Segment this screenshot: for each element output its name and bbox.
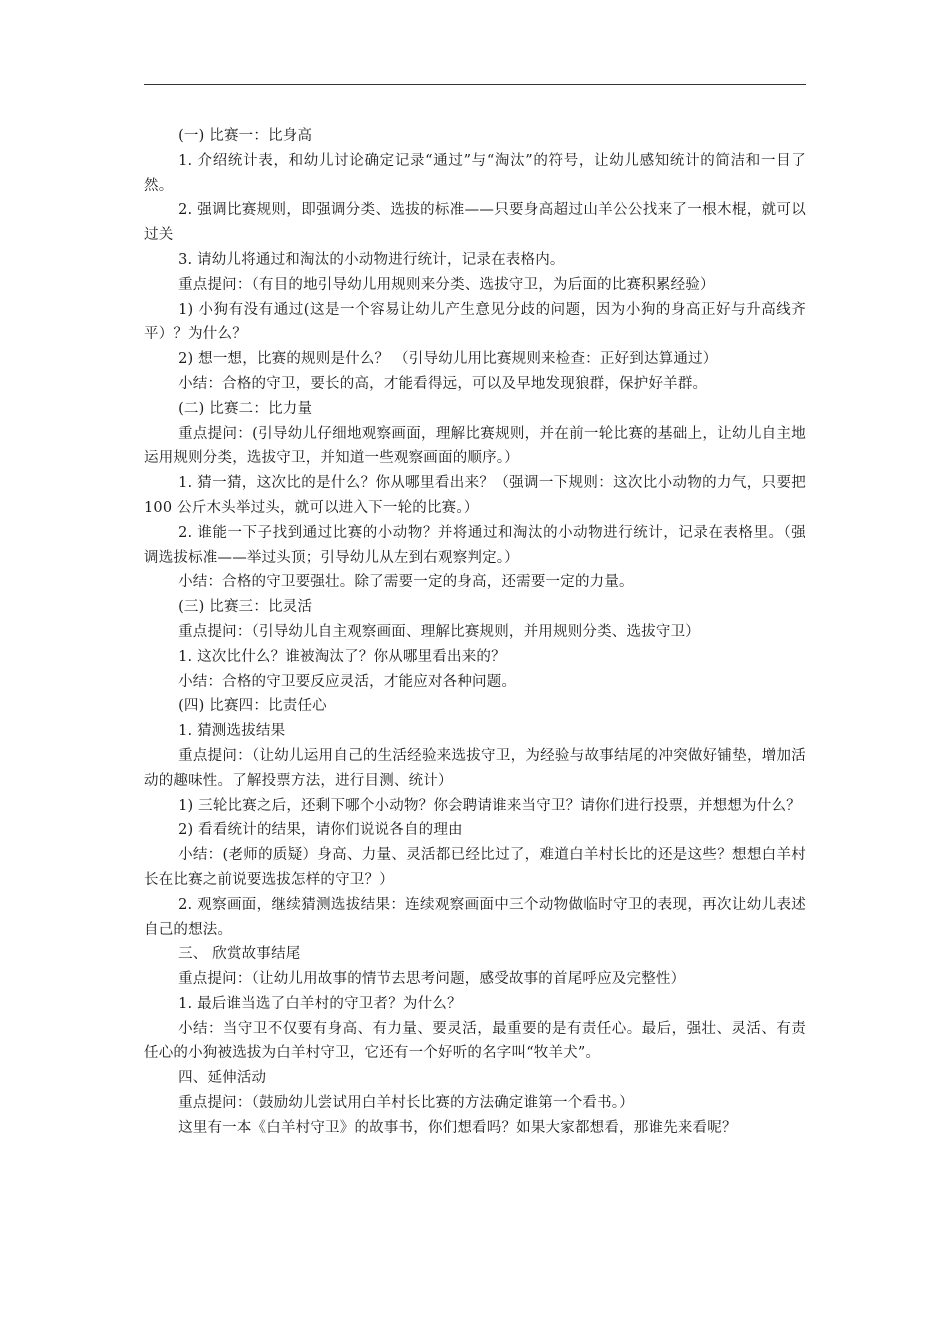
paragraph: 这里有一本《白羊村守卫》的故事书，你们想看吗？如果大家都想看，那谁先来看呢？ bbox=[178, 1119, 737, 1136]
paragraph: 2. 观察画面，继续猜测选拔结果：连续观察画面中三个动物做临时守卫的表现，再次让幼儿表述自己的想法。 bbox=[144, 896, 806, 938]
paragraph: 1. 猜一猜，这次比的是什么？你从哪里看出来？（强调一下规则：这次比小动物的力气，只要把 100 公斤木头举过头，就可以进入下一轮的比赛。） bbox=[144, 475, 806, 516]
paragraph: 1. 这次比什么？谁被淘汰了？你从哪里看出来的？ bbox=[178, 648, 506, 665]
paragraph: 小结：合格的守卫，要长的高，才能看得远，可以及早地发现狼群，保护好羊群。 bbox=[178, 375, 708, 392]
paragraph: 重点提问：（引导幼儿自主观察画面、理解比赛规则，并用规则分类、选拔守卫） bbox=[178, 623, 701, 640]
header-rule bbox=[144, 84, 806, 85]
paragraph: 1. 最后谁当选了白羊村的守卫者？为什么？ bbox=[178, 995, 462, 1012]
paragraph: 1) 小狗有没有通过(这是一个容易让幼儿产生意见分歧的问题，因为小狗的身高正好与升高线齐平）？为什么？ bbox=[144, 301, 806, 343]
paragraph: 2) 看看统计的结果，请你们说说各自的理由 bbox=[178, 822, 463, 839]
section-heading-extension: 四、延伸活动 bbox=[178, 1070, 267, 1087]
paragraph: 2. 强调比赛规则，即强调分类、选拔的标准——只要身高超过山羊公公找来了一根木棍，就可以过关 bbox=[144, 202, 806, 244]
section-heading-contest-3: (三) 比赛三：比灵活 bbox=[178, 599, 313, 616]
paragraph: 小结：合格的守卫要强壮。除了需要一定的身高，还需要一定的力量。 bbox=[178, 574, 634, 591]
paragraph: 1. 介绍统计表，和幼儿讨论确定记录“通过”与“淘汰”的符号，让幼儿感知统计的简洁和一目了然。 bbox=[144, 152, 806, 194]
section-heading-ending: 三、 欣赏故事结尾 bbox=[178, 946, 301, 963]
paragraph: 小结：当守卫不仅要有身高、有力量、要灵活，最重要的是有责任心。最后，强壮、灵活、有责任心的小狗被选拔为白羊村守卫，它还有一个好听的名字叫“牧羊犬”。 bbox=[144, 1020, 806, 1062]
paragraph: 重点提问：（让幼儿用故事的情节去思考问题，感受故事的首尾呼应及完整性） bbox=[178, 971, 686, 988]
paragraph: 1) 三轮比赛之后，还剩下哪个小动物？你会聘请谁来当守卫？请你们进行投票，并想想为什么？ bbox=[178, 797, 801, 814]
paragraph: 2. 谁能一下子找到通过比赛的小动物？并将通过和淘汰的小动物进行统计，记录在表格里。（强调选拔标准——举过头顶；引导幼儿从左到右观察判定。） bbox=[144, 524, 806, 566]
section-heading-contest-4: (四) 比赛四：比责任心 bbox=[178, 698, 327, 715]
paragraph: 2) 想一想，比赛的规则是什么？ （引导幼儿用比赛规则来检查：正好到达算通过） bbox=[178, 351, 718, 368]
paragraph: 重点提问：（鼓励幼儿尝试用白羊村长比赛的方法确定谁第一个看书。） bbox=[178, 1095, 634, 1112]
paragraph: 1. 猜测选拔结果 bbox=[178, 723, 286, 740]
document-body bbox=[144, 124, 806, 1141]
section-heading-contest-2: (二) 比赛二：比力量 bbox=[178, 400, 313, 417]
paragraph: 重点提问：（有目的地引导幼儿用规则来分类、选拔守卫，为后面的比赛积累经验） bbox=[178, 276, 715, 293]
paragraph: 小结：(老师的质疑）身高、力量、灵活都已经比过了，难道白羊村长比的还是这些？想想白羊村长在比赛之前说要选拔怎样的守卫？） bbox=[144, 847, 806, 888]
section-heading-contest-1: (一) 比赛一：比身高 bbox=[178, 128, 313, 144]
paragraph: 重点提问：（让幼儿运用自己的生活经验来选拔守卫，为经验与故事结尾的冲突做好铺垫，增加活动的趣味性。了解投票方法，进行目测、统计） bbox=[144, 747, 806, 789]
paragraph: 小结：合格的守卫要反应灵活，才能应对各种问题。 bbox=[178, 673, 517, 690]
paragraph: 3. 请幼儿将通过和淘汰的小动物进行统计，记录在表格内。 bbox=[178, 251, 565, 268]
paragraph: 重点提问：(引导幼儿仔细地观察画面，理解比赛规则，并在前一轮比赛的基础上，让幼儿自主地运用规则分类，选拔守卫，并知道一些观察画面的顺序。） bbox=[144, 425, 806, 467]
